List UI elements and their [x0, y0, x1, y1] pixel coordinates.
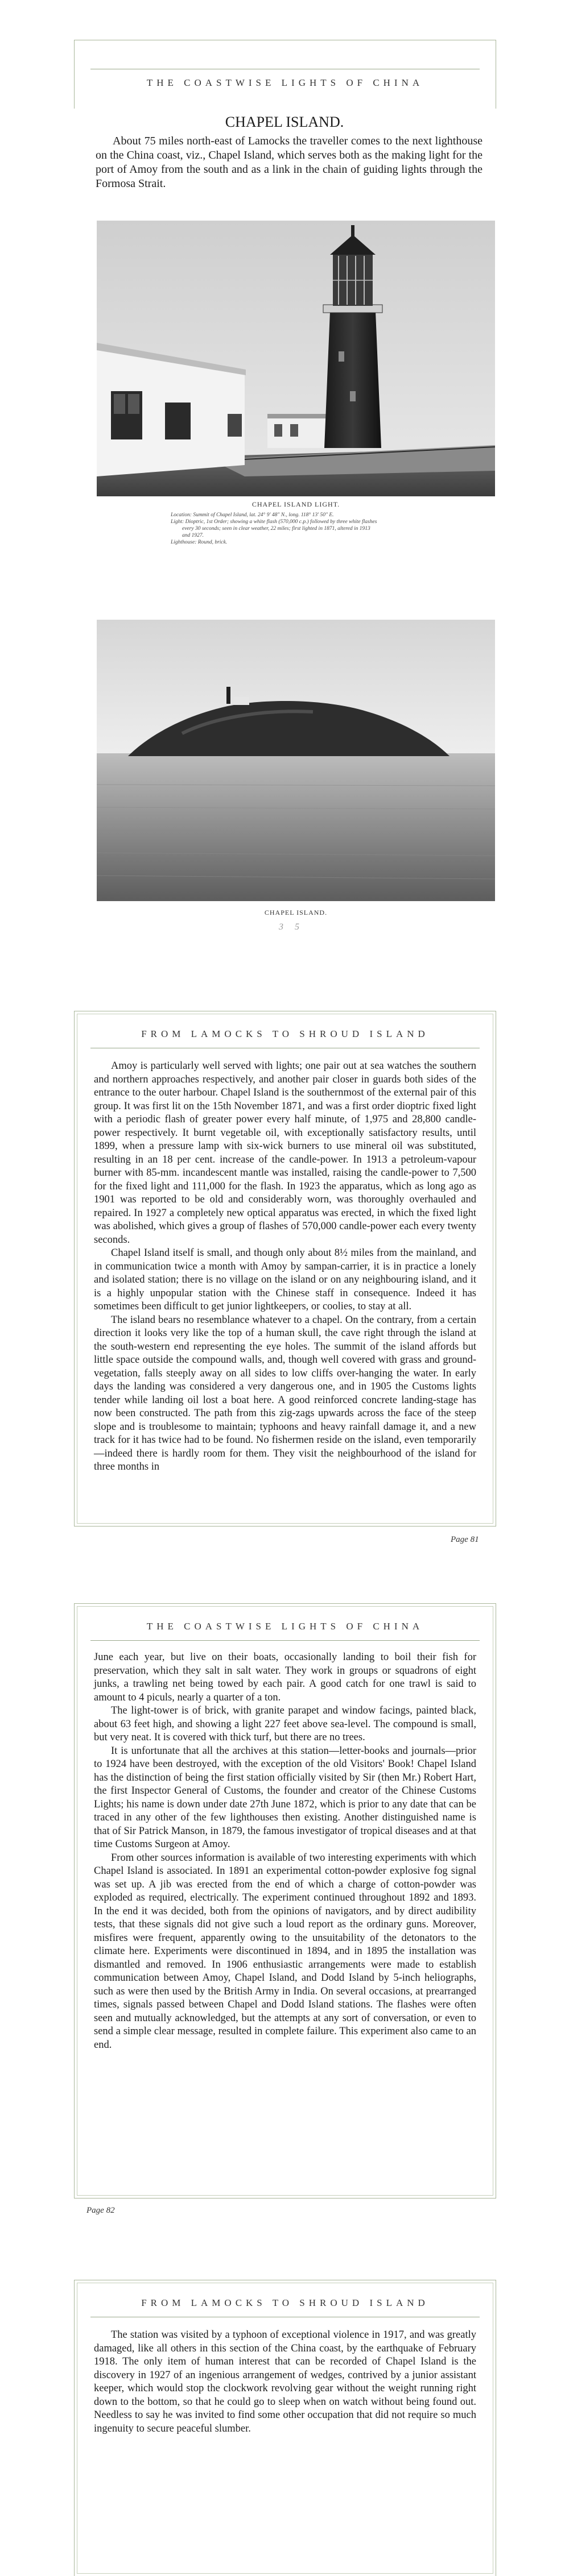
spec-line: Light: Dioptric, 1st Order; showing a white flash (570,000 c.p.) followed by three white flashes — [171, 519, 377, 525]
page-number: Page 81 — [451, 1535, 479, 1544]
paragraph: Chapel Island itself is small, and though only about 8½ miles from the mainland, and in communication twice a month with Amoy by sampan-carrier, it is in practice a lonely and isolated station; there is no village on the island or on any neighbouring island, and it is a highly unpopular station with the Chinese staff in consequence. Indeed it has sometimes been difficult to get junior lightkeepers, or coolies, to stay at all. — [94, 1247, 476, 1312]
page-1 — [0, 0, 569, 989]
paragraph: June each year, but live on their boats, occasionally landing to boil their fish for preservation, which they salt in salt water. They work in groups or squadrons of eight junks, a trawling net being towed by each pair. A good catch for one trawl is said to amount to 4 piculs, nearly a quarter of a ton. — [94, 1652, 476, 1703]
page-title: CHAPEL ISLAND. — [225, 114, 344, 130]
running-head: FROM LAMOCKS TO SHROUD ISLAND — [90, 1018, 480, 1048]
photo-caption: CHAPEL ISLAND. — [264, 909, 328, 916]
paragraph: Amoy is particularly well served with lights; one pair out at sea watches the southern and northern approaches respectively, and another pair closer in guards both sides of the entrance to the outer harbour. Chapel Island is the southernmost of the external pair of this group. It was first lit on the 15th November 1871, and was a first order dioptric fixed light with a periodic flash of greater power every half minute, of 1,975 and 28,800 candle-power respectively. It burnt vegetable oil, with exceptionally satisfactory results, until 1899, when a pressure lamp with six-wick burners to use mineral oil was substituted, resulting in an 18 per cent. increase of the candle-power. In 1913 a petroleum-vapour burner with 85-mm. incandescent mantle was installed, raising the candle-power to 7,500 for the fixed light and 111,000 for the flash. In 1923 the apparatus, which as long ago as 1901 was reported to be old and considerably worn, was thoroughly overhauled and repaired. In 1927 a completely new optical apparatus was erected, in which the fixed light was abolished, which gives a group of flashes of 570,000 candle-power each every twenty seconds. — [94, 1060, 476, 1246]
running-head: FROM LAMOCKS TO SHROUD ISLAND — [90, 2287, 480, 2317]
spec-line: every 30 seconds; seen in clear weather, 22 miles; first lighted in 1871, altered in 1913 — [182, 526, 370, 532]
paragraph: The island bears no resemblance whatever to a chapel. On the contrary, from a certain direction it looks very like the top of a human skull, the cave right through the island at the south-western end representing the eye holes. The summit of the island affords but little space outside the compound walls, and, though well covered with grass and ground-vegetation, falls steeply away on all sides to low cliffs over-hanging the water. In early days the landing was considered a very dangerous one, and in 1905 the Customs lights tender while landing oil lost a boat here. A good reinforced concrete landing-stage has now been constructed. The path from this zig-zags upwards across the face of the steep slope and is troublesome to maintain; typhoons and heavy rainfall damage it, and a new track for it has twice had to be found. No fishermen reside on the island, even temporarily—indeed there is hardly room for them. They visit the neighbourhood of the island for three months in — [94, 1314, 476, 1472]
page-2 — [0, 1001, 569, 1581]
page-number: Page 82 — [86, 2206, 115, 2215]
paragraph: From other sources information is available of two interesting experiments with which Chapel Island is associated. In 1891 an experimental cotton-powder explosive fog signal was set up. A jib was erected from the end of which a charge of cotton-powder was exploded as required, electrically. The experiment continued throughout 1892 and 1893. In the end it was decided, both from the opinions of navigators, and by direct audibility tests, that these signals did not give such a loud report as the ordinary guns. Moreover, misfires were frequent, apparently owing to the unsuitability of the detonators to the climate here. Experiments were discontinued in 1894, and in 1895 the installation was dismantled and removed. In 1906 enthusiastic arrangements were made to establish communication between Amoy, Chapel Island, and Dodd Island by 5-inch heliographs, such as were then used by the British Army in India. On several occasions, at prearranged times, signals passed between Chapel and Dodd Island stations. The flashes were often seen and mutually acknowledged, but the attempts at any sort of conversation, or even to send a simple clear message, resulted in complete failure. This experiment also came to an end. — [94, 1852, 476, 2051]
page-4 — [0, 2268, 569, 2574]
spec-line: Lighthouse: Round, brick. — [171, 540, 228, 545]
lighthouse-photo — [97, 221, 495, 496]
intro-paragraph: About 75 miles north-east of Lamocks the traveller comes to the next lighthouse on the China coast, viz., Chapel Island, which serves both as the making light for the port of Amoy from the south and as a link in the chain of guiding lights through the Formosa Strait. — [96, 135, 483, 190]
light-specifications — [171, 512, 467, 546]
page-1-header-frame — [74, 40, 496, 109]
pencil-mark: 3 5 — [279, 922, 299, 932]
body-text — [75, 1060, 496, 1474]
running-head: THE COASTWISE LIGHTS OF CHINA — [90, 69, 480, 97]
page-4-frame — [74, 2280, 496, 2576]
body-text — [75, 2329, 496, 2436]
island-photo — [97, 620, 495, 901]
page-2-frame — [74, 1011, 496, 1526]
paragraph: It is unfortunate that all the archives at this station—letter-books and journals—prior to 1924 have been destroyed, with the exception of the old Visitors' Book! Chapel Island has the distinction of being the first station officially visited by Sir (then Mr.) Robert Hart, the first Inspector General of Customs, the founder and creator of the Chinese Customs Lights; his name is down under date 27th June 1872, which is prior to any date that can be traced in any other of the few lighthouses then existing. Another distinguished name is that of Sir Patrick Manson, in 1879, the famous investigator of tropical diseases and at that time Customs Surgeon at Amoy. — [94, 1745, 476, 1850]
running-head: THE COASTWISE LIGHTS OF CHINA — [90, 1611, 480, 1641]
lighthouse-illustration — [97, 221, 495, 496]
paragraph: The station was visited by a typhoon of exceptional violence in 1917, and was greatly damaged, like all others in this section of the China coast, by the earthquake of February 1918. The only item of human interest that can be recorded of Chapel Island is the discovery in 1927 of an ingenious arrangement of wedges, contrived by a junior assistant keeper, which would stop the clockwork revolving gear without the weight running right down to the bottom, so that he could go to sleep when on watch without being found out. Needless to say he was invited to find some other occupation that did not require so much ingenuity to secure peaceful slumber. — [94, 2329, 476, 2434]
page-3 — [0, 1592, 569, 2251]
photo-caption: CHAPEL ISLAND LIGHT. — [251, 500, 340, 508]
spec-line: Location: Summit of Chapel Island, lat. 24° 9' 48" N., long. 118° 13' 50" E. — [171, 512, 334, 518]
body-text — [75, 1651, 496, 2052]
spec-line: and 1927. — [182, 533, 204, 538]
page-3-frame — [74, 1603, 496, 2198]
paragraph: The light-tower is of brick, with granite parapet and window facings, painted black, about 63 feet high, and showing a light 227 feet above sea-level. The compound is small, but very neat. It is covered with thick turf, but there are no trees. — [94, 1705, 476, 1743]
island-illustration — [97, 620, 495, 901]
